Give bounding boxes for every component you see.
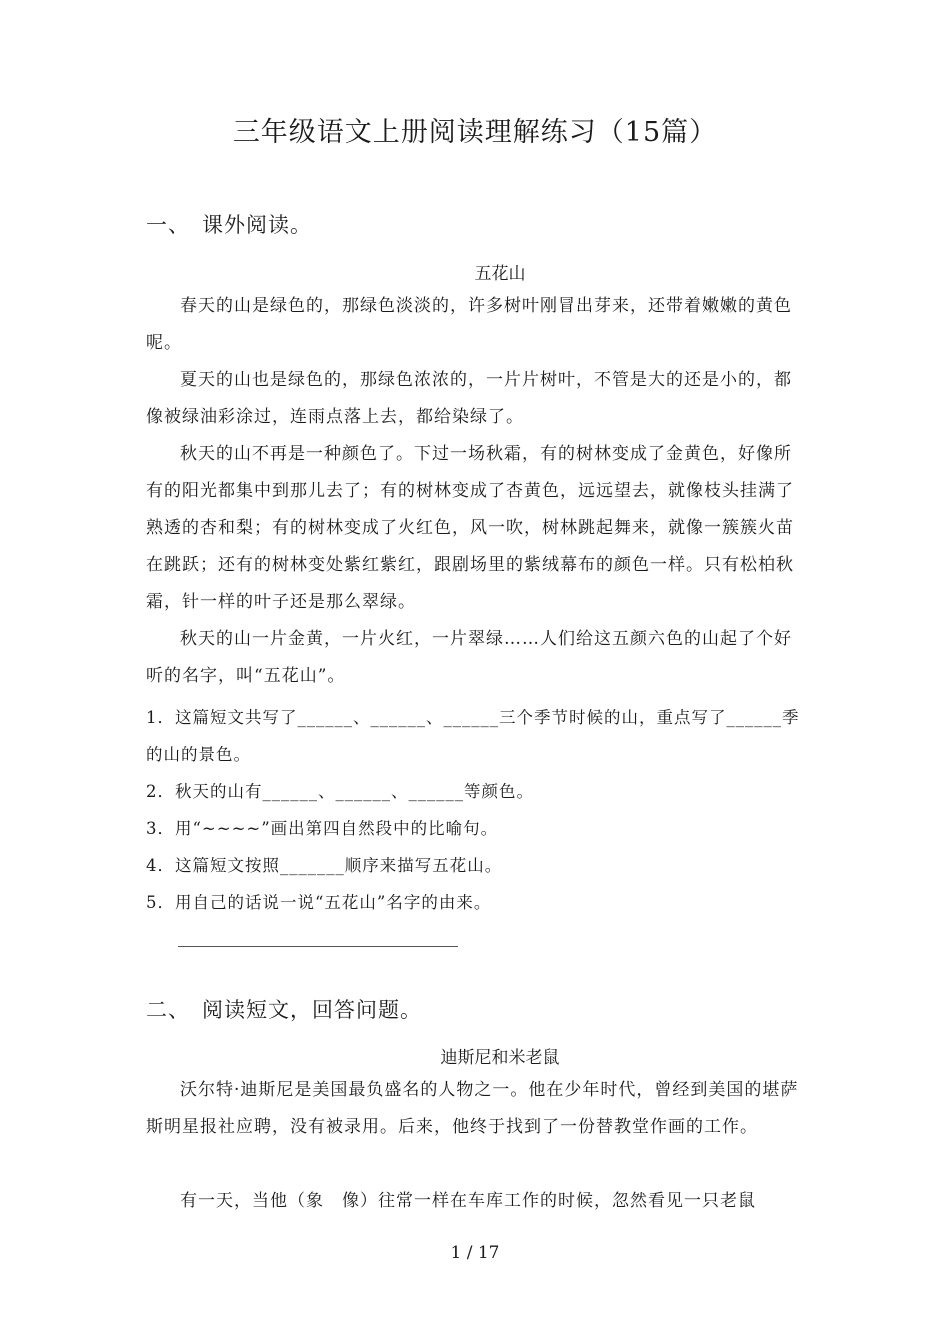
section-2-heading <box>146 994 422 1024</box>
question-5: 5．用自己的话说一说“五花山”名字的由来。 <box>146 893 492 912</box>
article-2-title: 迪斯尼和米老鼠 <box>440 1048 560 1068</box>
article-1-paragraph-4: 秋天的山一片金黄，一片火红，一片翠绿……人们给这五颜六色的山起了个好听的名字，叫“五花山”。 <box>146 629 792 686</box>
article-1-title: 五花山 <box>474 264 526 284</box>
section-1-heading-text: 课外阅读。 <box>202 213 312 237</box>
section-2-number: 二、 <box>146 998 190 1022</box>
article-2-paragraph-1: 沃尔特·迪斯尼是美国最负盛名的人物之一。他在少年时代，曾经到美国的堪萨斯明星报社应聘，没有被录用。后来，他终于找到了一份替教堂作画的工作。 <box>146 1080 799 1137</box>
question-3: 3．用“~~~~”画出第四自然段中的比喻句。 <box>146 819 499 838</box>
section-1-number: 一、 <box>146 213 190 237</box>
page-title: 三年级语文上册阅读理解练习（15篇） <box>232 117 718 148</box>
article-1-paragraph-3: 秋天的山不再是一种颜色了。下过一场秋霜，有的树林变成了金黄色，好像所有的阳光都集中到那儿去了；有的树林变成了杏黄色，远远望去，就像枝头挂满了熟透的杏和梨；有的树林变成了火红色，风一吹，树林跳起舞来，就像一簇簇火苗在跳跃；还有的树林变处紫红紫红，跟剧场里的紫绒幕布的颜色一样。只有松柏秋霜，针一样的叶子还是那么翠绿。 <box>146 444 794 612</box>
article-2-paragraph-2: 有一天，当他（象 像）往常一样在车库工作的时候，忽然看见一只老鼠 <box>180 1191 756 1211</box>
question-2: 2．秋天的山有______、______、______等颜色。 <box>146 782 534 801</box>
answer-line <box>178 946 458 947</box>
article-1-paragraph-2: 夏天的山也是绿色的，那绿色浓浓的，一片片树叶，不管是大的还是小的，都像被绿油彩涂过，连雨点落上去，都给染绿了。 <box>146 370 792 427</box>
section-1-heading <box>146 209 312 239</box>
question-4: 4．这篇短文按照_______顺序来描写五花山。 <box>146 856 503 875</box>
question-1: 1．这篇短文共写了______、______、______三个季节时候的山，重点写了______季的山的景色。 <box>146 708 800 764</box>
page-number: 1 / 17 <box>450 1243 500 1263</box>
article-1-paragraph-1: 春天的山是绿色的，那绿色淡淡的，许多树叶刚冒出芽来，还带着嫩嫩的黄色呢。 <box>146 296 792 353</box>
section-2-heading-text: 阅读短文，回答问题。 <box>202 998 422 1022</box>
